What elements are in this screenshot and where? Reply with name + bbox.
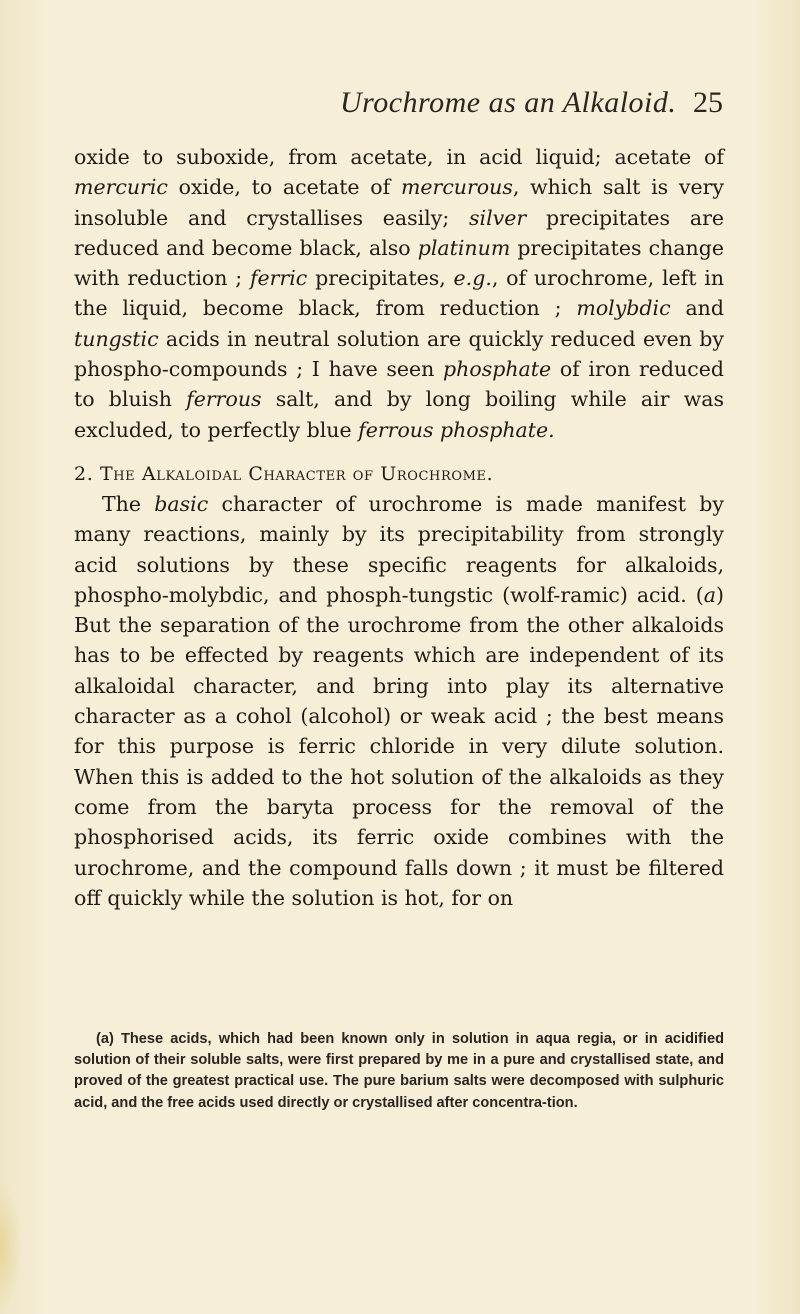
running-title: Urochrome as an Alkaloid. [340,86,677,119]
text-run: character of urochrome is made manifest by many reactions, mainly by its precipitability from strongly acid solutions by these specific reagents for alkaloids, phospho-molybdic, and phosph-tungstic (wolf-ramic) acid. ( [74,491,724,607]
text-run: acids in neutral solution are quickly reduced even by phospho-compounds ; I have seen [74,326,724,382]
italic-term: mercuric [74,175,168,200]
section-number: 2. [74,462,94,485]
footnote-text: These acids, which had been known only in solution in aqua regia, or in acidified solution of their soluble salts, were first prepared by me in a pure and crystallised state, and proved of the greatest practical use. The pure barium salts were decomposed with sulphuric acid, and the free acids used directly or crystallised after concentra-tion. [74,1030,724,1111]
text-run: precipitates, [307,266,454,291]
page-header [0,86,800,126]
text-run: ) But the separation of the urochrome from the other alkaloids has to be effected by reagents which are independent of its alkaloidal character, and bring into play its alternative character as a cohol (alcohol) or weak acid ; the best means for this purpose is ferric chloride in very dilute solution. When this is added to the hot solution of the alkaloids as they come from the baryta process for the removal of the phosphorised acids, its ferric oxide combines with the urochrome, and the compound falls down ; it must be filtered off quickly while the solution is hot, for on [74,582,724,910]
text-run: precipitates are reduced and become black, also [74,205,724,260]
italic-term: ferrous phosphate. [358,417,555,442]
italic-term: tungstic [74,326,159,351]
text-run: oxide to suboxide, from acetate, in acid liquid; acetate of [74,145,724,169]
italic-term: mercurous [400,175,513,200]
text-run: and [670,296,724,321]
text-run: salt, and by long boiling while air was excluded, to perfectly blue [74,387,725,442]
text-run: precipitates change with reduction ; [74,235,724,291]
paragraph-2 [74,489,724,913]
italic-term: ferric [249,266,308,291]
italic-term: e.g. [453,266,492,291]
footnote-marker: (a) [96,1030,114,1047]
paragraph-1 [74,142,724,445]
text-run: oxide, to acetate of [167,175,401,200]
text-run: of iron reduced to bluish [74,357,724,412]
italic-term: ferrous [186,387,262,412]
text-run: , which salt is very insoluble and crystallises easily; [74,175,724,230]
italic-term: a [703,582,716,607]
italic-term: basic [154,491,209,516]
text-run: The [102,491,155,516]
main-text [74,142,724,913]
text-run: , of urochrome, left in the liquid, become black, from reduction ; [74,266,725,321]
page-number: 25 [693,86,723,119]
italic-term: platinum [417,235,511,260]
footnote [74,1029,724,1115]
section-heading [74,459,724,489]
italic-term: phosphate [443,357,552,382]
italic-term: molybdic [576,296,671,321]
italic-term: silver [469,205,527,230]
section-title: The Alkaloidal Character of Urochrome. [99,462,494,485]
paper-stain [0,1180,22,1314]
